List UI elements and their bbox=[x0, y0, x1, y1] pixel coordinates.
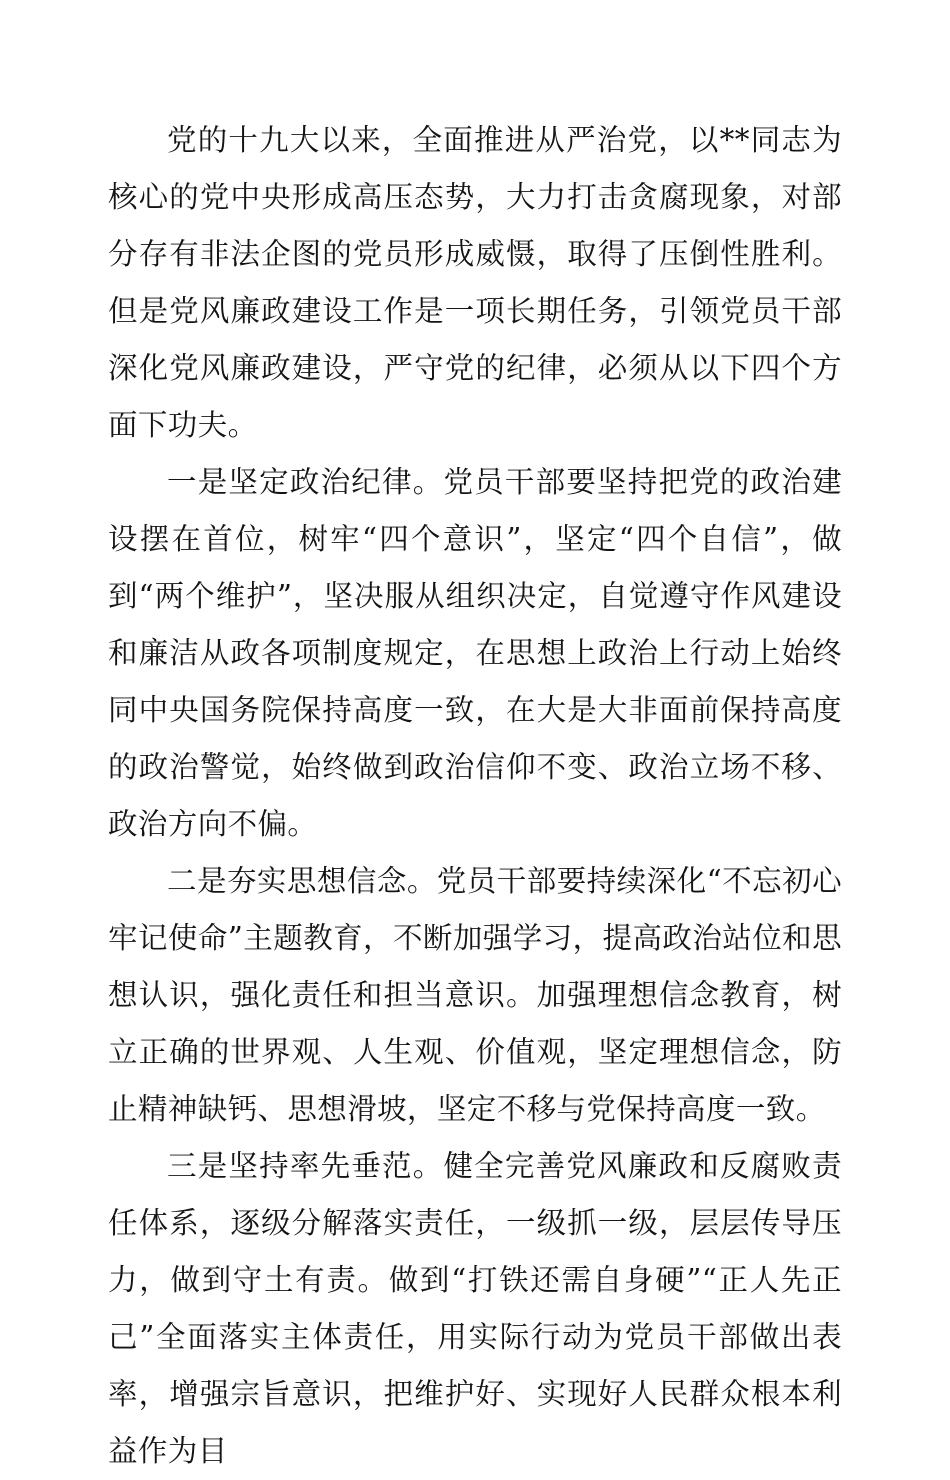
paragraph-1: 党的十九大以来，全面推进从严治党，以**同志为核心的党中央形成高压态势，大力打击贪腐现象，对部分存有非法企图的党员形成威慑，取得了压倒性胜利。但是党风廉政建设工作是一项长期任务，引领党员干部深化党风廉政建设，严守党的纪律，必须从以下四个方面下功夫。 bbox=[108, 123, 842, 442]
paragraph-2: 一是坚定政治纪律。党员干部要坚持把党的政治建设摆在首位，树牢“四个意识”，坚定“四个自信”，做到“两个维护”，坚决服从组织决定，自觉遵守作风建设和廉洁从政各项制度规定，在思想上政治上行动上始终同中央国务院保持高度一致，在大是大非面前保持高度的政治警觉，始终做到政治信仰不变、政治立场不移、政治方向不偏。 bbox=[108, 465, 842, 841]
paragraph-3: 二是夯实思想信念。党员干部要持续深化“不忘初心牢记使命”主题教育，不断加强学习，提高政治站位和思想认识，强化责任和担当意识。加强理想信念教育，树立正确的世界观、人生观、价值观，坚定理想信念，防止精神缺钙、思想滑坡，坚定不移与党保持高度一致。 bbox=[108, 864, 842, 1126]
paragraph-4: 三是坚持率先垂范。健全完善党风廉政和反腐败责任体系，逐级分解落实责任，一级抓一级，层层传导压力，做到守土有责。做到“打铁还需自身硬”“正人先正己”全面落实主体责任，用实际行动为党员干部做出表率，增强宗旨意识，把维护好、实现好人民群众根本利益作为目 bbox=[108, 1149, 842, 1468]
document-body bbox=[108, 112, 842, 1480]
